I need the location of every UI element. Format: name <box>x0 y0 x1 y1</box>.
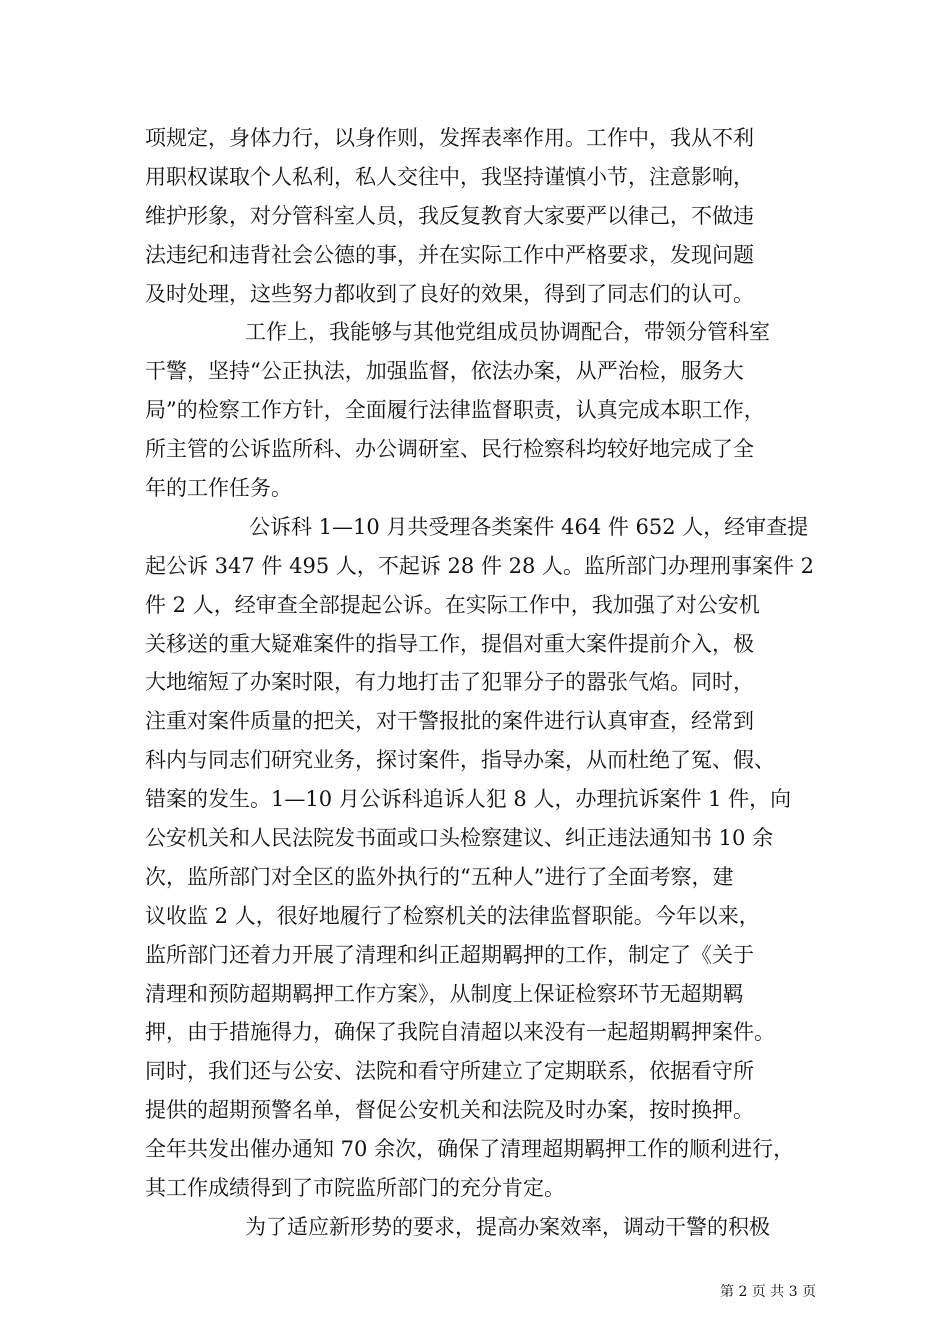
text-line: 科内与同志们研究业务，探讨案件，指导办案，从而杜绝了冤、假、 <box>145 748 775 773</box>
text-line: 年的工作任务。 <box>145 476 292 501</box>
text-line: 次，监所部门对全区的监外执行的“五种人”进行了全面考察，建 <box>145 864 734 889</box>
text-line: 维护形象，对分管科室人员，我反复教育大家要严以律己，不做违 <box>145 203 754 228</box>
text-line: 注重对案件质量的把关，对干警报批的案件进行认真审查，经常到 <box>145 709 754 734</box>
body-text <box>145 119 825 1247</box>
text-line: 监所部门还着力开展了清理和纠正超期羁押的工作，制定了《关于 <box>145 942 754 967</box>
paragraph-start-line: 公诉科 1—10 月共受理各类案件 464 件 652 人，经审查提 <box>249 514 809 539</box>
text-line: 起公诉 347 件 495 人，不起诉 28 件 28 人。监所部门办理刑事案件 2 <box>145 553 815 578</box>
page-number-footer: 第 2 页 共 3 页 <box>720 1284 817 1300</box>
paragraph-start-line: 为了适应新形势的要求，提高办案效率，调动干警的积极 <box>245 1214 770 1239</box>
text-line: 用职权谋取个人私利，私人交往中，我坚持谨慎小节，注意影响， <box>145 164 754 189</box>
text-line: 干警，坚持“公正执法，加强监督，依法办案，从严治检，服务大 <box>145 359 744 384</box>
text-line: 提供的超期预警名单，督促公安机关和法院及时办案，按时换押。 <box>145 1098 754 1123</box>
text-line: 同时，我们还与公安、法院和看守所建立了定期联系，依据看守所 <box>145 1059 754 1084</box>
text-line: 押，由于措施得力，确保了我院自清超以来没有一起超期羁押案件。 <box>145 1020 775 1045</box>
text-line: 所主管的公诉监所科、办公调研室、民行检察科均较好地完成了全 <box>145 437 754 462</box>
text-line: 关移送的重大疑难案件的指导工作，提倡对重大案件提前介入，极 <box>145 631 754 656</box>
text-line: 清理和预防超期羁押工作方案》，从制度上保证检察环节无超期羁 <box>145 981 744 1006</box>
text-line: 大地缩短了办案时限，有力地打击了犯罪分子的嚣张气焰。同时， <box>145 670 754 695</box>
text-line: 法违纪和违背社会公德的事，并在实际工作中严格要求，发现问题 <box>145 242 754 267</box>
text-line: 全年共发出催办通知 70 余次，确保了清理超期羁押工作的顺利进行， <box>145 1137 795 1162</box>
text-line: 项规定，身体力行，以身作则，发挥表率作用。工作中，我从不利 <box>145 126 754 150</box>
text-line: 局”的检察工作方针，全面履行法律监督职责，认真完成本职工作， <box>145 398 765 423</box>
text-line: 议收监 2 人，很好地履行了检察机关的法律监督职能。今年以来， <box>145 903 760 928</box>
text-line: 件 2 人，经审查全部提起公诉。在实际工作中，我加强了对公安机 <box>145 592 760 617</box>
text-line: 其工作成绩得到了市院监所部门的充分肯定。 <box>145 1176 565 1201</box>
text-line: 及时处理，这些努力都收到了良好的效果，得到了同志们的认可。 <box>145 281 754 306</box>
text-line: 公安机关和人民法院发书面或口头检察建议、纠正违法通知书 10 余 <box>145 826 774 851</box>
paragraph-start-line: 工作上，我能够与其他党组成员协调配合，带领分管科室 <box>245 320 770 345</box>
text-line: 错案的发生。1—10 月公诉科追诉人犯 8 人，办理抗诉案件 1 件，向 <box>145 787 792 812</box>
